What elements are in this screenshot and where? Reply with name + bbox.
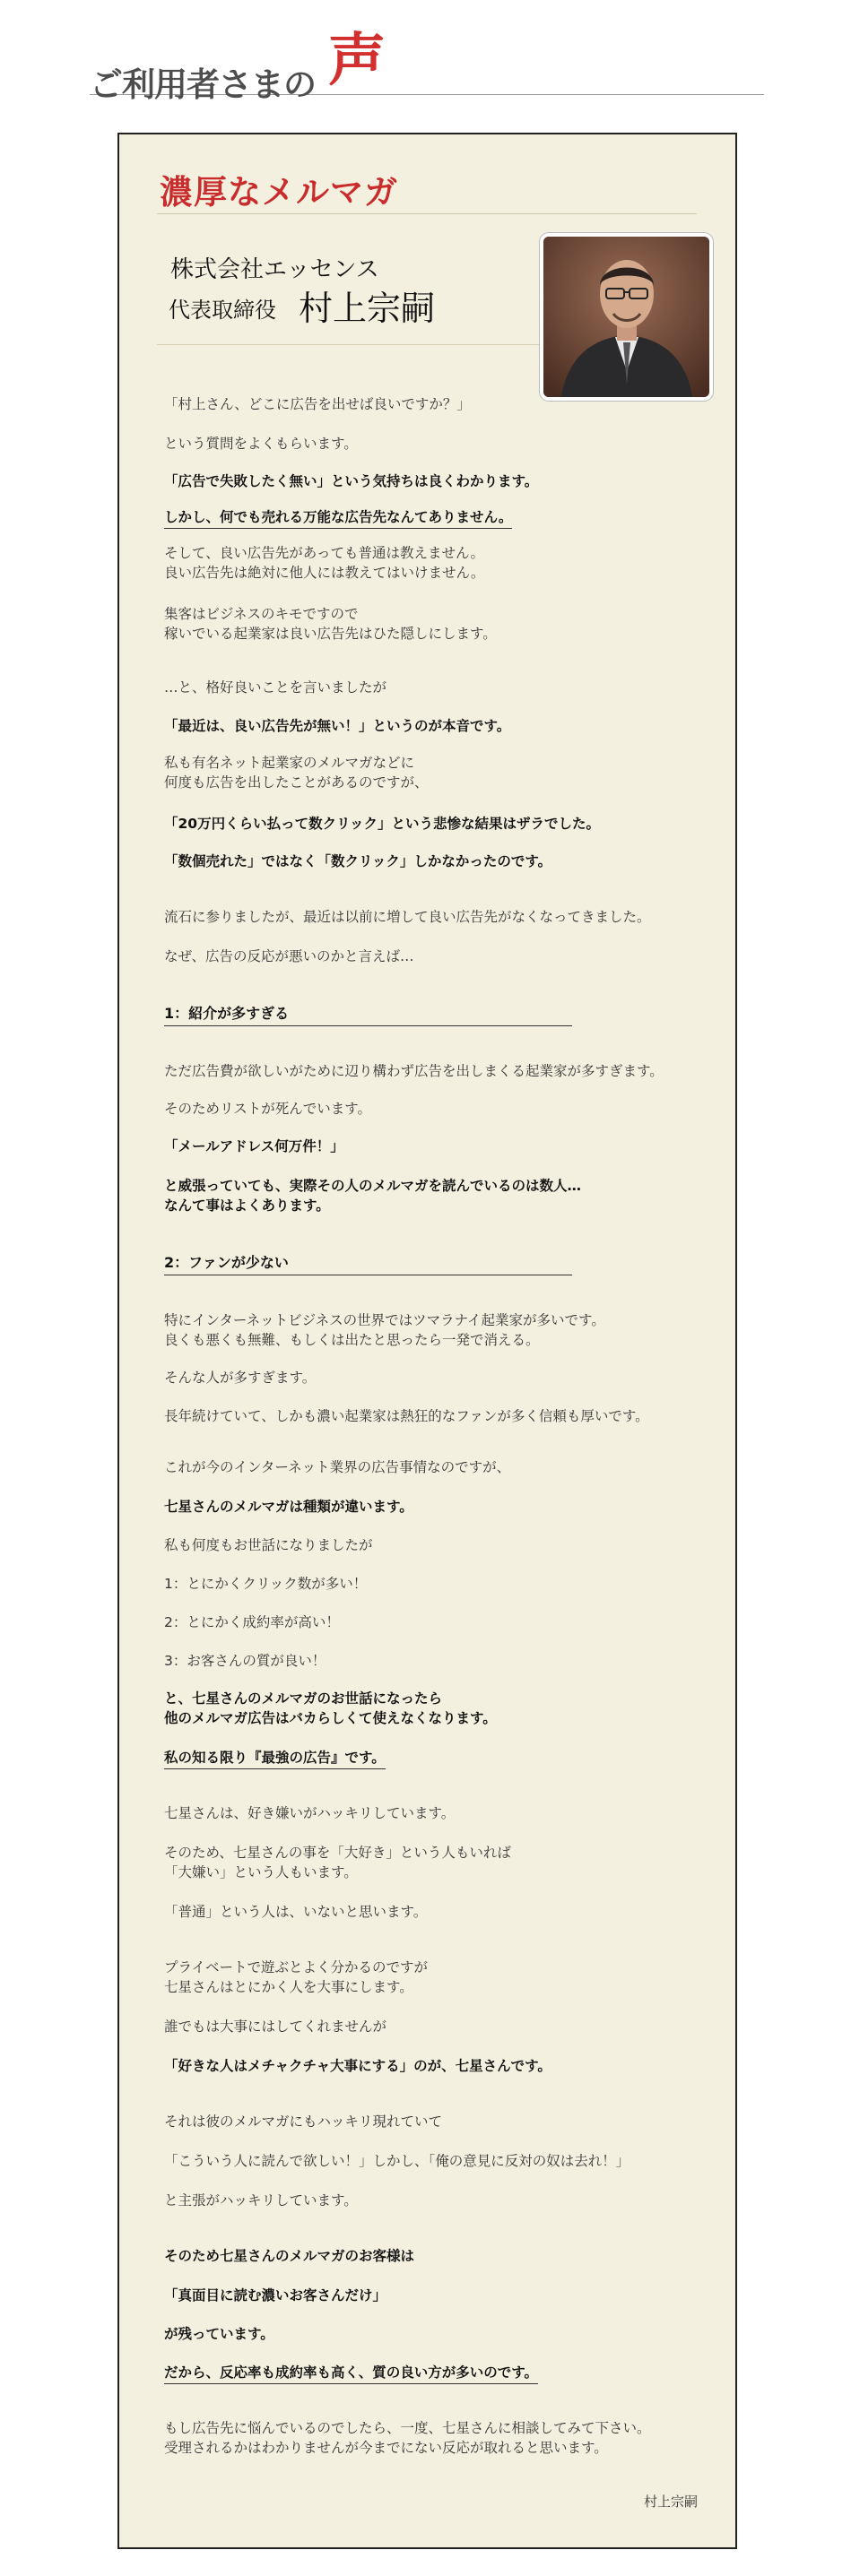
body-line: そんな人が多すぎます。 (164, 1370, 317, 1386)
body-line: 「メールアドレス何万件！」 (164, 1138, 344, 1154)
body-line: と威張っていても、実際その人のメルマガを読んでいるのは数人… (164, 1178, 582, 1194)
body-line: 七星さんは、好き嫌いがハッキリしています。 (164, 1805, 456, 1821)
body-line: 私の知る限り『最強の広告』です。 (164, 1748, 386, 1769)
body-line: …と、格好良いことを言いましたが (164, 679, 387, 696)
job-title: 代表取締役 (169, 298, 276, 323)
title-divider (157, 213, 697, 214)
body-line: 「広告で失敗したく無い」という気持ちは良くわかります。 (164, 473, 539, 489)
body-line: そのためリストが死んでいます。 (164, 1101, 371, 1117)
body-line: 稼いでいる起業家は良い広告先はひた隠しにします。 (164, 626, 497, 642)
body-line: 七星さんのメルマガは種類が違います。 (164, 1499, 413, 1515)
testimonial-panel (117, 133, 737, 2549)
body-line: 1：とにかくクリック数が多い！ (164, 1576, 368, 1592)
body-line: 「村上さん、どこに広告を出せば良いですか？」 (164, 396, 471, 412)
body-line: 七星さんはとにかく人を大事にします。 (164, 1979, 413, 1995)
person-name: 村上宗嗣 (299, 289, 436, 328)
body-line: プライベートで遊ぶとよく分かるのですが (164, 1959, 429, 1975)
body-line: 誰でもは大事にはしてくれませんが (164, 2018, 387, 2035)
body-line: 何度も広告を出したことがあるのですが、 (164, 774, 429, 791)
body-line: 受理されるかはわかりませんが今までにない反応が取れると思います。 (164, 2440, 608, 2456)
body-line: 良くも悪くも無難、もしくは出たと思ったら一発で消える。 (164, 1332, 540, 1348)
body-line: だから、反応率も成約率も高く、質の良い方が多いのです。 (164, 2363, 538, 2384)
body-line: そして、良い広告先があっても普通は教えません。 (164, 545, 484, 561)
section-heading: 2：ファンが少ない (164, 1251, 572, 1275)
company-name: 株式会社エッセンス (170, 256, 379, 283)
body-line: 「真面目に読む濃いお客さんだけ」 (164, 2287, 387, 2304)
body-line: 集客はビジネスのキモですので (164, 606, 359, 622)
body-line: 「数個売れた」ではなく「数クリック」しかなかったのです。 (164, 853, 552, 869)
body-line: 流石に参りましたが、最近は以前に増して良い広告先がなくなってきました。 (164, 909, 651, 925)
body-line: それは彼のメルマガにもハッキリ現れていて (164, 2114, 443, 2130)
body-line: 私も有名ネット起業家のメルマガなどに (164, 755, 415, 771)
page-header (90, 27, 764, 104)
testimonial-title: 濃厚なメルマガ (160, 173, 398, 212)
body-line: と、七星さんのメルマガのお世話になったら (164, 1690, 443, 1707)
body-line: と主張がハッキリしています。 (164, 2192, 358, 2209)
body-line: 「好きな人はメチャクチャ大事にする」のが、七星さんです。 (164, 2058, 551, 2074)
body-line: という質問をよくもらいます。 (164, 436, 358, 452)
body-line: 良い広告先は絶対に他人には教えてはいけません。 (164, 565, 485, 581)
body-line: 「20万円くらい払って数クリック」という悲惨な結果はザラでした。 (164, 816, 600, 832)
body-line: 「こういう人に読んで欲しい！」しかし、「俺の意見に反対の奴は去れ！」 (164, 2153, 630, 2169)
body-line: 「最近は、良い広告先が無い！」というのが本音です。 (164, 718, 511, 734)
body-line: が残っています。 (164, 2326, 274, 2342)
body-line: 「大嫌い」という人もいます。 (164, 1864, 358, 1880)
body-line: 他のメルマガ広告はバカらしくて使えなくなります。 (164, 1710, 497, 1726)
body-line: そのため、七星さんの事を「大好き」という人もいれば (164, 1845, 511, 1861)
header-title: ご利用者さまの (90, 65, 316, 104)
body-line: 長年続けていて、しかも濃い起業家は熱狂的なファンが多く信頼も厚いです。 (164, 1408, 649, 1424)
body-line: もし広告先に悩んでいるのでしたら、一度、七星さんに相談してみて下さい。 (164, 2420, 651, 2436)
section-heading: 1：紹介が多すぎる (164, 1002, 572, 1026)
body-line: しかし、何でも売れる万能な広告先なんてありません。 (164, 507, 512, 529)
body-line: 3：お客さんの質が良い！ (164, 1653, 326, 1669)
body-line: ただ広告費が欲しいがために辺り構わず広告を出しまくる起業家が多すぎます。 (164, 1063, 664, 1079)
body-line: 2：とにかく成約率が高い！ (164, 1614, 340, 1630)
body-line: なんて事はよくあります。 (164, 1197, 330, 1214)
body-line: なぜ、広告の反応が悪いのかと言えば… (164, 948, 414, 964)
body-line: 特にインターネットビジネスの世界ではツマラナイ起業家が多いです。 (164, 1312, 605, 1328)
body-line: 私も何度もお世話になりましたが (164, 1537, 373, 1553)
signature-name: 村上宗嗣 (643, 2494, 698, 2510)
portrait-icon (543, 237, 709, 397)
portrait-photo (540, 233, 713, 401)
header-title-accent: 声 (328, 27, 386, 94)
body-line: 「普通」という人は、いないと思います。 (164, 1904, 428, 1920)
body-line: そのため七星さんのメルマガのお客様は (164, 2248, 415, 2264)
body-line: これが今のインターネット業界の広告事情なのですが、 (164, 1459, 511, 1475)
